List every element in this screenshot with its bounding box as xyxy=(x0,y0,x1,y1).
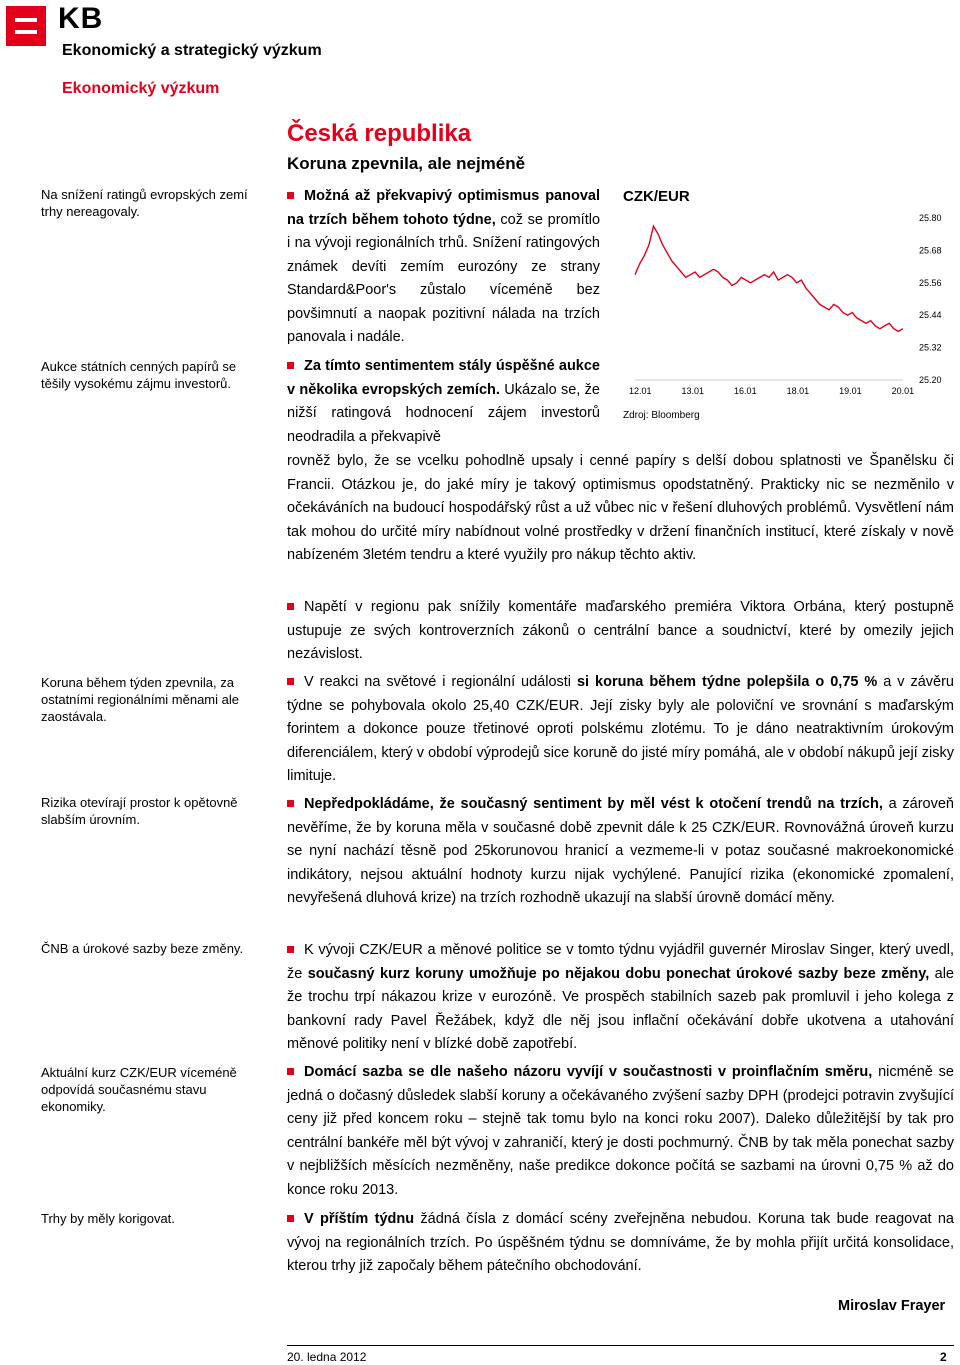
bullet-icon xyxy=(287,192,294,199)
author-name: Miroslav Frayer xyxy=(838,1298,946,1314)
y-tick-label: 25.68 xyxy=(919,245,942,256)
sidebar-note: ČNB a úrokové sazby beze změny. xyxy=(41,941,244,956)
sidebar-note: Trhy by měly korigovat. xyxy=(41,1211,175,1226)
article-subtitle: Koruna zpevnila, ale nejméně xyxy=(287,154,526,173)
sidebar-note: Rizika otevírají prostor k opětovně slabším úrovním. xyxy=(41,795,238,827)
kb-logo-icon xyxy=(6,6,46,46)
paragraph-8: V příštím týdnu žádná čísla z domácí scény zveřejněna nebudou. Koruna tak bude reagovat na vývoj na regionálních trzích. Po úspěšném týdnu se domníváme, že by mohla přijít určitá konsolidace, kterou trhy již započaly během pátečního obchodování. xyxy=(287,1211,954,1274)
czk-eur-chart xyxy=(623,212,953,408)
bullet-icon xyxy=(287,1215,294,1222)
y-tick-label: 25.56 xyxy=(919,277,942,288)
paragraph-6: K vývoji CZK/EUR a měnové politice se v tomto týdnu vyjádřil guvernér Miroslav Singer, který uvedl, že současný kurz koruny umožňuje po nějakou dobu ponechat úrokové sazby beze změny, ale že trochu trpí nákazou krize v eurozóně. Ve prospěch stabilních sazeb pak promluvil i jeho kolega z bankovní rady Pavel Řežábek, když dle něj jsou inflační očekávání dobře ukotvena a utahování měnové politiky není v blízké době zapotřebí. xyxy=(287,942,954,1052)
kb-logo-text: KB xyxy=(58,2,104,35)
bullet-icon xyxy=(287,603,294,610)
footer-divider xyxy=(287,1345,954,1346)
x-tick-label: 20.01 xyxy=(891,386,915,396)
chart-title: CZK/EUR xyxy=(623,188,690,205)
y-tick-label: 25.80 xyxy=(919,213,942,223)
paragraph-2-cont: rovněž bylo, že se vcelku pohodlně upsaly i cenné papíry s delší dobou splatnosti ve Španělsku či Francii. Otázkou je, do jaké míry je takový optimismus opodstatněný. Prakticky nic se nezměnilo v očekáváních na budoucí hospodářský růst a už vůbec nic v řešení dluhových problémů. Vysvětlení nám tak mohou do určité míry nabídnout volné prostředky v držení finančních institucí, které získaly v nově nabízeném 3letém tendru a které využily pro nákup těchto aktiv. xyxy=(287,453,954,563)
y-tick-label: 25.20 xyxy=(919,375,942,385)
footer-date: 20. ledna 2012 xyxy=(287,1350,367,1364)
y-tick-label: 25.32 xyxy=(919,342,942,353)
bullet-icon xyxy=(287,800,294,807)
bullet-icon xyxy=(287,678,294,685)
bullet-icon xyxy=(287,1068,294,1075)
paragraph-1: Možná až překvapivý optimismus panoval na trzích během tohoto týdne, což se promítlo i na vývoji regionálních trhů. Snížení ratingových známek devíti zemím eurozóny ze strany Standard&Poor's zůstalo víceméně bez povšimnutí a naopak pozitivní nálada na trzích panovala i nadále. xyxy=(287,188,601,345)
sidebar-note: Aktuální kurz CZK/EUR víceméně odpovídá současnému stavu ekonomiky. xyxy=(41,1065,237,1114)
paragraph-2: Za tímto sentimentem stály úspěšné aukce v několika evropských zemích. Ukázalo se, že nižší ratingová hodnocení zájem investorů neodradila a překvapivě xyxy=(287,358,600,445)
x-tick-label: 13.01 xyxy=(681,386,705,396)
division-title: Ekonomický a strategický výzkum xyxy=(62,42,322,59)
sidebar-note: Koruna během týden zpevnila, za ostatními regionálními měnami ale zaostávala. xyxy=(41,675,239,724)
series-line xyxy=(635,226,903,331)
x-tick-label: 16.01 xyxy=(734,386,757,396)
section-title: Ekonomický výzkum xyxy=(62,80,220,97)
x-tick-label: 19.01 xyxy=(839,386,862,396)
paragraph-7: Domácí sazba se dle našeho názoru vyvíjí v součastnosti v proinflačním směru, nicméně se jedná o dočasný důsledek slabší koruny a očekávaného zvýšení sazby DPH (prodejci potravin zvyšující ceny již před koncem roku – stejně tak tomu bylo na konci roku 2007). Daleko důležitější by tak pro centrální bankéře měl být vývoj v zahraničí, který je dosti pochmurný. ČNB by tak měla ponechat sazby v nejbližších měsících nezměněny, naše predikce dokonce počítá se sazbami na úrovni 0,75 % až do konce roku 2013. xyxy=(287,1064,954,1198)
sidebar-note: Na snížení ratingů evropských zemí trhy nereagovaly. xyxy=(41,187,248,219)
paragraph-4: V reakci na světové i regionální události si koruna během týdne polepšila o 0,75 % a v závěru týdne se pohybovala okolo 25,40 CZK/EUR. Její zisky byly ale poloviční ve srovnání s maďarským forintem a dokonce pouze třetinové oproti polskému zlotému. To je dáno neatraktivním úrokovým diferenciálem, který v období výprodejů sice koruně do jisté míry pomáhá, ale v období nákupů její zisky limituje. xyxy=(287,674,954,784)
x-tick-label: 12.01 xyxy=(629,386,652,396)
paragraph-5: Nepředpokládáme, že současný sentiment by měl vést k otočení trendů na trzích, a zároveň nevěříme, že by koruna měla v současné době zpevnit dále k 25 CZK/EUR. Rovnovážná úroveň kurzu se nyní nachází těsně pod 25korunovou hranicí a vezmeme-li v potaz současné makroekonomické indikátory, nejsou aktuální hodnoty kurzu nijak vychýlené. Panující rizika (ekonomické zpomalení, nevyřešená dluhová krize) na trzích rozhodně ukazují na slabší úrovně domácí měny. xyxy=(287,796,954,906)
sidebar-note: Aukce státních cenných papírů se těšily vysokému zájmu investorů. xyxy=(41,359,237,391)
bullet-icon xyxy=(287,362,294,369)
article-title: Česká republika xyxy=(287,120,472,147)
bullet-icon xyxy=(287,946,294,953)
page-number: 2 xyxy=(940,1350,947,1364)
paragraph-3: Napětí v regionu pak snížily komentáře maďarského premiéra Viktora Orbána, který postupně ustupuje ze svých kontroverzních zákonů o centrální bance a soudnictví, které by omezily jejich nezávislost. xyxy=(287,599,954,662)
x-tick-label: 18.01 xyxy=(786,386,810,396)
y-tick-label: 25.44 xyxy=(919,310,942,321)
chart-source: Zdroj: Bloomberg xyxy=(623,410,700,421)
